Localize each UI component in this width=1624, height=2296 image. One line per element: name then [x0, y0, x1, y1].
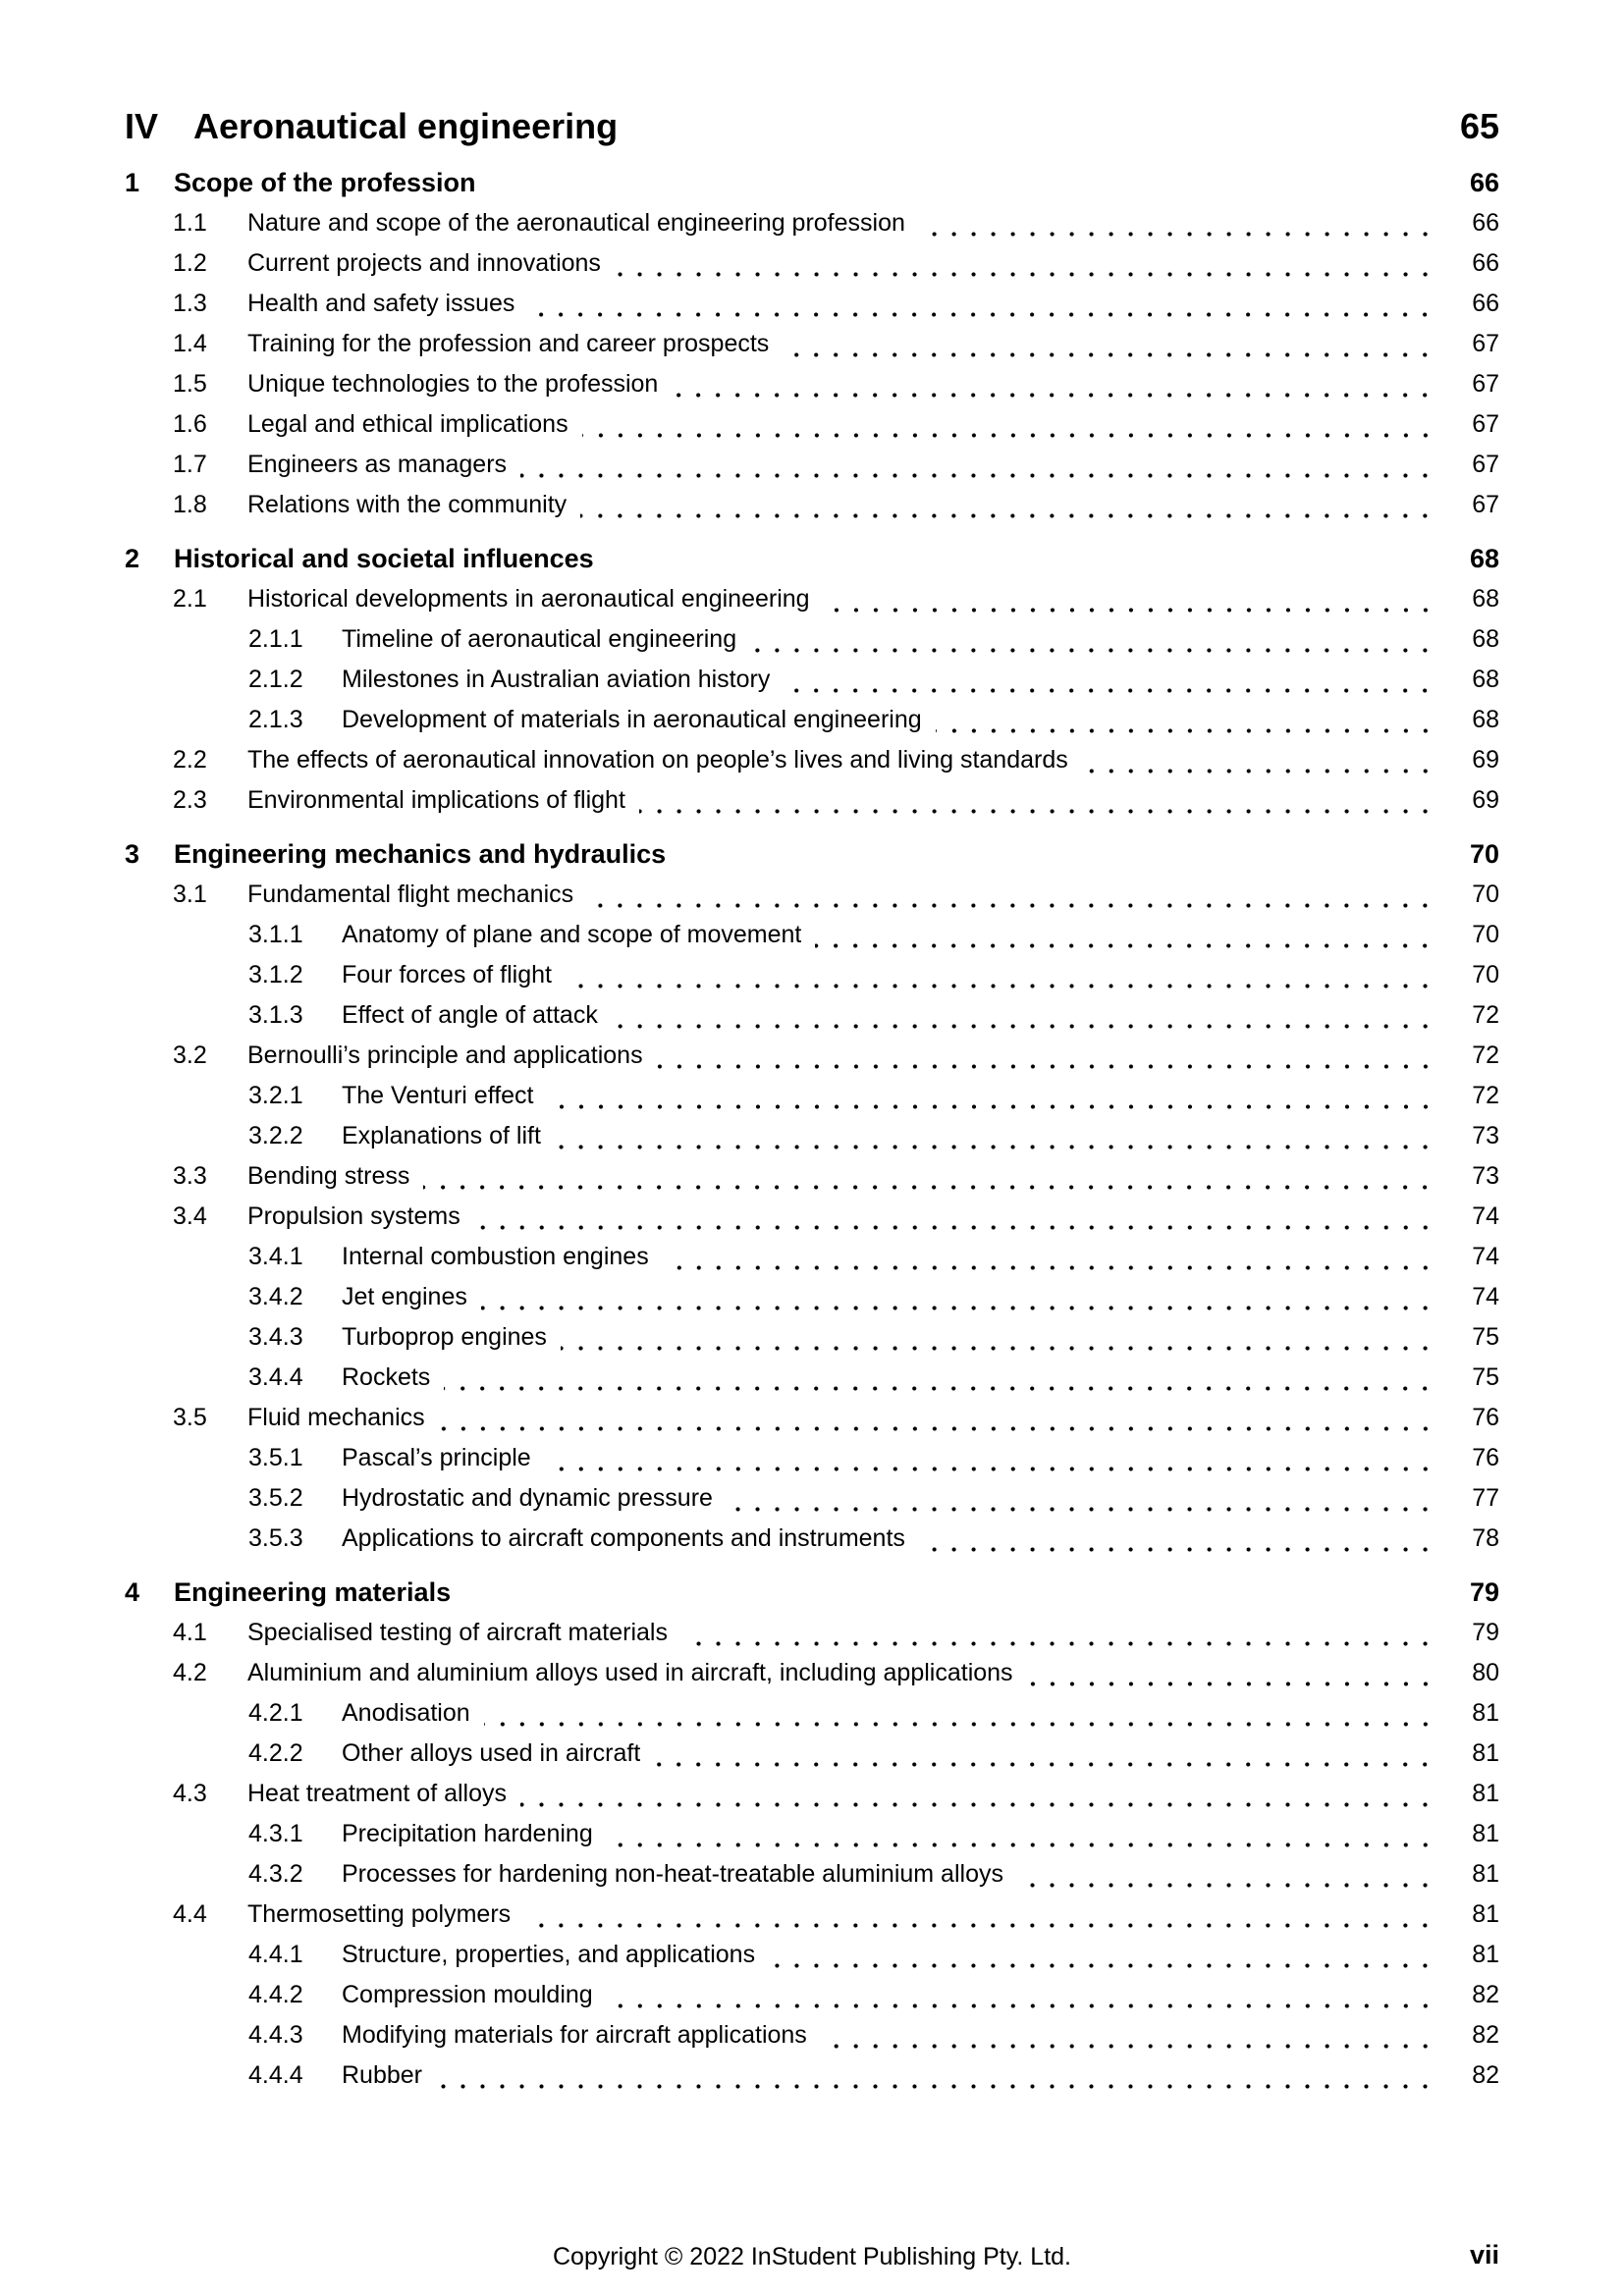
toc-entry-number: 3.1.1: [248, 921, 303, 948]
toc-entry[interactable]: [173, 740, 1499, 780]
toc-entry[interactable]: [173, 243, 1499, 284]
toc-entry-title: Aluminium and aluminium alloys used in aircraft, including applications: [247, 1659, 1013, 1686]
toc-entry-page: 67: [1472, 451, 1499, 478]
toc-entry[interactable]: [248, 1693, 1499, 1734]
toc-entry-number: 4.3.2: [248, 1860, 303, 1888]
toc-entry-page: 73: [1472, 1162, 1499, 1190]
toc-entry-title: Training for the profession and career prospects: [247, 330, 770, 357]
toc-entry-number: 3.1.3: [248, 1001, 303, 1029]
toc-entry[interactable]: [248, 1814, 1499, 1854]
toc-entry-number: 1.1: [173, 209, 207, 237]
toc-entry-page: 69: [1472, 786, 1499, 814]
toc-entry[interactable]: [173, 875, 1499, 915]
part-number: IV: [125, 106, 159, 146]
dot-leader: [436, 2084, 1442, 2089]
toc-entry-page: 81: [1472, 1860, 1499, 1888]
toc-entry-number: 4.3: [173, 1780, 207, 1807]
toc-entry-page: 72: [1472, 1082, 1499, 1109]
toc-entry-number: 4.4.1: [248, 1941, 303, 1968]
toc-entry[interactable]: [173, 1398, 1499, 1438]
dot-leader: [824, 608, 1442, 613]
toc-entry-title: Four forces of flight: [342, 961, 552, 988]
toc-entries: [125, 162, 1499, 2096]
toc-entry-number: 4.2.1: [248, 1699, 303, 1727]
toc-entry[interactable]: [173, 284, 1499, 324]
toc-entry-page: 68: [1472, 625, 1499, 653]
toc-entry-number: 3.5.3: [248, 1524, 303, 1552]
toc-entry[interactable]: [173, 445, 1499, 485]
dot-leader: [679, 863, 1442, 868]
toc-entry-number: 3.2.2: [248, 1122, 303, 1149]
part-title: Aeronautical engineering: [193, 106, 619, 146]
toc-entry-page: 81: [1472, 1820, 1499, 1847]
toc-entry-page: 70: [1472, 881, 1499, 908]
toc-entry-page: 80: [1472, 1659, 1499, 1686]
dot-leader: [639, 809, 1442, 814]
toc-entry-title: Pascal’s principle: [342, 1444, 531, 1471]
dot-leader: [654, 1762, 1442, 1767]
toc-entry-page: 81: [1472, 1739, 1499, 1767]
toc-entry[interactable]: [248, 2015, 1499, 2056]
toc-entry[interactable]: [248, 700, 1499, 740]
toc-entry-title: Current projects and innovations: [247, 249, 601, 277]
toc-entry-page: 79: [1469, 1577, 1499, 1607]
toc-entry-title: Anodisation: [342, 1699, 470, 1727]
toc-entry-number: 4.1: [173, 1619, 207, 1646]
toc-entry-number: 4.4.3: [248, 2021, 303, 2049]
toc-entry-title: Historical and societal influences: [174, 544, 594, 573]
toc-entry-number: 3.4.3: [248, 1323, 303, 1351]
toc-part-heading[interactable]: [125, 104, 1499, 149]
toc-entry-page: 76: [1472, 1404, 1499, 1431]
toc-entry[interactable]: [248, 619, 1499, 660]
dot-leader: [587, 903, 1442, 908]
dot-leader: [481, 1306, 1442, 1310]
toc-entry-page: 82: [1472, 1981, 1499, 2008]
toc-entry-page: 67: [1472, 491, 1499, 518]
dot-leader: [1082, 769, 1442, 774]
toc-entry-page: 74: [1472, 1202, 1499, 1230]
toc-entry-number: 3.1: [173, 881, 207, 908]
toc-entry-page: 81: [1472, 1900, 1499, 1928]
toc-entry-title: Heat treatment of alloys: [247, 1780, 508, 1807]
toc-entry-title: Specialised testing of aircraft materials: [247, 1619, 668, 1646]
toc-entry-title: Unique technologies to the profession: [247, 370, 659, 398]
page-footer: [125, 2240, 1499, 2273]
toc-entry-number: 1.5: [173, 370, 207, 398]
dot-leader: [681, 1641, 1442, 1646]
dot-leader: [750, 648, 1442, 653]
toc-entry-page: 72: [1472, 1041, 1499, 1069]
toc-entry[interactable]: [248, 915, 1499, 955]
dot-leader: [1027, 1682, 1442, 1686]
toc-entry-title: Fluid mechanics: [247, 1404, 425, 1431]
dot-leader: [612, 1024, 1442, 1029]
dot-leader: [580, 513, 1442, 518]
dot-leader: [548, 1104, 1443, 1109]
toc-entry-page: 69: [1472, 746, 1499, 774]
toc-entry-title: Compression moulding: [342, 1981, 593, 2008]
toc-entry-title: Jet engines: [342, 1283, 467, 1310]
toc-entry-title: Relations with the community: [247, 491, 568, 518]
toc-entry-title: Other alloys used in aircraft: [342, 1739, 641, 1767]
dot-leader: [821, 2044, 1442, 2049]
dot-leader: [520, 1802, 1442, 1807]
toc-entry-number: 3.5.1: [248, 1444, 303, 1471]
toc-entry-page: 82: [1472, 2021, 1499, 2049]
toc-entry[interactable]: [173, 404, 1499, 445]
toc-entry-page: 67: [1472, 410, 1499, 438]
toc-entry[interactable]: [248, 660, 1499, 700]
toc-entry[interactable]: [248, 1076, 1499, 1116]
dot-leader: [464, 1601, 1442, 1606]
toc-entry-number: 3.4.2: [248, 1283, 303, 1310]
dot-leader: [1017, 1883, 1442, 1888]
toc-entry-title: Bernoulli’s principle and applications: [247, 1041, 643, 1069]
dot-leader: [582, 433, 1442, 438]
toc-entry-number: 2.1.1: [248, 625, 303, 653]
toc-entry[interactable]: [173, 324, 1499, 364]
toc-entry-title: Development of materials in aeronautical engineering: [342, 706, 922, 733]
toc-entry[interactable]: [248, 1478, 1499, 1519]
copyright-notice: Copyright © 2022 InStudent Publishing Pty. Ltd.: [552, 2243, 1071, 2270]
toc-entry[interactable]: [248, 1277, 1499, 1317]
dot-leader: [727, 1507, 1442, 1512]
toc-entry-number: 2.1: [173, 585, 207, 613]
dot-leader: [555, 1145, 1442, 1149]
toc-entry[interactable]: [173, 1653, 1499, 1693]
toc-entry-title: Internal combustion engines: [342, 1243, 649, 1270]
dot-leader: [783, 352, 1442, 357]
toc-entry[interactable]: [125, 538, 1499, 579]
toc-entry-number: 3.2: [173, 1041, 207, 1069]
toc-entry[interactable]: [248, 1935, 1499, 1975]
toc-entry-page: 66: [1469, 168, 1499, 197]
toc-entry-title: Rockets: [342, 1363, 431, 1391]
dot-leader: [490, 191, 1442, 196]
toc-entry[interactable]: [248, 1317, 1499, 1358]
toc-entry[interactable]: [248, 1975, 1499, 2015]
toc-entry-page: 81: [1472, 1780, 1499, 1807]
toc-entry-page: 78: [1472, 1524, 1499, 1552]
toc-entry-title: Engineering mechanics and hydraulics: [174, 839, 667, 869]
dot-leader: [528, 312, 1442, 317]
toc-entry-page: 75: [1472, 1323, 1499, 1351]
toc-entry[interactable]: [173, 579, 1499, 619]
toc-entry-page: 76: [1472, 1444, 1499, 1471]
dot-leader: [520, 473, 1442, 478]
toc-entry-title: The effects of aeronautical innovation on people’s lives and living standards: [247, 746, 1068, 774]
dot-leader: [524, 1923, 1442, 1928]
toc-entry[interactable]: [173, 1895, 1499, 1935]
toc-entry-title: Thermosetting polymers: [247, 1900, 512, 1928]
leader-spacer: [631, 137, 1442, 142]
toc-entry-number: 1: [125, 168, 140, 197]
toc-entry-title: Health and safety issues: [247, 290, 515, 317]
toc-entry-number: 2.1.2: [248, 666, 303, 693]
toc-entry-page: 81: [1472, 1941, 1499, 1968]
toc-entry-title: Rubber: [342, 2061, 422, 2089]
toc-entry-title: Nature and scope of the aeronautical engineering profession: [247, 209, 905, 237]
toc-entry-number: 1.7: [173, 451, 207, 478]
toc-entry-number: 3.3: [173, 1162, 207, 1190]
toc-entry[interactable]: [173, 1774, 1499, 1814]
toc-entry-title: Historical developments in aeronautical engineering: [247, 585, 810, 613]
dot-leader: [784, 688, 1442, 693]
toc-entry-number: 4.2.2: [248, 1739, 303, 1767]
toc-entry[interactable]: [125, 162, 1499, 203]
toc-entry-number: 4: [125, 1577, 140, 1607]
toc-entry-title: Effect of angle of attack: [342, 1001, 598, 1029]
dot-leader: [423, 1185, 1442, 1190]
toc-entry-number: 2.3: [173, 786, 207, 814]
toc-entry-page: 72: [1472, 1001, 1499, 1029]
toc-entry-title: Fundamental flight mechanics: [247, 881, 574, 908]
dot-leader: [919, 232, 1442, 237]
toc-entry-title: Environmental implications of flight: [247, 786, 625, 814]
toc-entry-number: 2.1.3: [248, 706, 303, 733]
dot-leader: [815, 943, 1442, 948]
dot-leader: [607, 1842, 1442, 1847]
toc-entry-number: 1.4: [173, 330, 207, 357]
toc-entry-page: 70: [1472, 961, 1499, 988]
toc-entry-number: 4.4: [173, 1900, 207, 1928]
toc-entry-page: 67: [1472, 370, 1499, 398]
toc-entry-number: 3.4.4: [248, 1363, 303, 1391]
folio-page-number: vii: [1469, 2240, 1499, 2269]
toc-entry[interactable]: [248, 1438, 1499, 1478]
toc-entry-number: 3.5: [173, 1404, 207, 1431]
toc-entry-page: 66: [1472, 209, 1499, 237]
toc-entry-page: 70: [1472, 921, 1499, 948]
toc-entry-page: 67: [1472, 330, 1499, 357]
toc-entry-title: Modifying materials for aircraft applications: [342, 2021, 807, 2049]
toc-entry-page: 73: [1472, 1122, 1499, 1149]
toc-entry-number: 3: [125, 839, 140, 869]
toc-entry-title: Explanations of lift: [342, 1122, 541, 1149]
toc-entry-page: 70: [1469, 839, 1499, 869]
dot-leader: [444, 1386, 1442, 1391]
toc-entry[interactable]: [125, 1572, 1499, 1613]
toc-entry-number: 2: [125, 544, 140, 573]
toc-entry-page: 66: [1472, 249, 1499, 277]
dot-leader: [657, 1064, 1442, 1069]
toc-entry-number: 4.4.2: [248, 1981, 303, 2008]
toc-entry-number: 3.4: [173, 1202, 207, 1230]
toc-entry-page: 68: [1472, 585, 1499, 613]
toc-entry[interactable]: [248, 995, 1499, 1036]
toc-entry-number: 3.4.1: [248, 1243, 303, 1270]
toc-entry[interactable]: [248, 1519, 1499, 1559]
dot-leader: [545, 1467, 1442, 1471]
toc-entry-title: Scope of the profession: [174, 168, 476, 197]
dot-leader: [607, 2003, 1442, 2008]
dot-leader: [936, 728, 1442, 733]
toc-entry-number: 1.3: [173, 290, 207, 317]
toc-entry-title: Hydrostatic and dynamic pressure: [342, 1484, 713, 1512]
dot-leader: [566, 984, 1442, 988]
toc-entry-title: Turboprop engines: [342, 1323, 547, 1351]
toc-entry[interactable]: [248, 1854, 1499, 1895]
toc-entry-page: 79: [1472, 1619, 1499, 1646]
toc-entry-title: The Venturi effect: [342, 1082, 534, 1109]
toc-entry-page: 68: [1472, 706, 1499, 733]
toc-entry-title: Milestones in Australian aviation history: [342, 666, 771, 693]
toc-entry[interactable]: [248, 1734, 1499, 1774]
toc-entry-page: 74: [1472, 1283, 1499, 1310]
toc-entry[interactable]: [173, 364, 1499, 404]
toc-entry[interactable]: [125, 833, 1499, 875]
dot-leader: [672, 393, 1442, 398]
toc-entry-page: 68: [1469, 544, 1499, 573]
toc-entry[interactable]: [173, 485, 1499, 525]
dot-leader: [663, 1265, 1442, 1270]
toc-entry-number: 1.8: [173, 491, 207, 518]
dot-leader: [474, 1225, 1442, 1230]
dot-leader: [919, 1547, 1442, 1552]
toc-entry-title: Applications to aircraft components and instruments: [342, 1524, 905, 1552]
toc-entry-title: Processes for hardening non-heat-treatable aluminium alloys: [342, 1860, 1003, 1888]
toc-entry[interactable]: [173, 1613, 1499, 1653]
dot-leader: [608, 567, 1442, 572]
toc-entry-page: 82: [1472, 2061, 1499, 2089]
toc-entry[interactable]: [173, 1036, 1499, 1076]
toc-entry-title: Structure, properties, and applications: [342, 1941, 756, 1968]
toc-entry[interactable]: [248, 1237, 1499, 1277]
toc-entry-title: Propulsion systems: [247, 1202, 460, 1230]
toc-entry[interactable]: [173, 1197, 1499, 1237]
dot-leader: [439, 1426, 1442, 1431]
toc-entry-number: 2.2: [173, 746, 207, 774]
toc-entry-page: 77: [1472, 1484, 1499, 1512]
toc-entry-number: 4.2: [173, 1659, 207, 1686]
toc-entry-title: Engineering materials: [174, 1577, 452, 1607]
toc-entry-title: Timeline of aeronautical engineering: [342, 625, 737, 653]
table-of-contents: [125, 104, 1499, 2096]
dot-leader: [769, 1963, 1442, 1968]
toc-entry[interactable]: [173, 780, 1499, 821]
toc-entry-title: Precipitation hardening: [342, 1820, 593, 1847]
toc-entry-page: 75: [1472, 1363, 1499, 1391]
toc-entry-page: 68: [1472, 666, 1499, 693]
toc-entry-title: Legal and ethical implications: [247, 410, 568, 438]
toc-entry-number: 3.2.1: [248, 1082, 303, 1109]
toc-entry-title: Engineers as managers: [247, 451, 508, 478]
toc-entry-number: 3.1.2: [248, 961, 303, 988]
toc-entry-number: 4.3.1: [248, 1820, 303, 1847]
toc-entry[interactable]: [173, 1156, 1499, 1197]
dot-leader: [615, 272, 1442, 277]
toc-entry[interactable]: [248, 955, 1499, 995]
toc-entry-number: 1.2: [173, 249, 207, 277]
toc-entry[interactable]: [173, 203, 1499, 243]
toc-entry-number: 3.5.2: [248, 1484, 303, 1512]
toc-entry-number: 1.6: [173, 410, 207, 438]
toc-entry-page: 66: [1472, 290, 1499, 317]
toc-entry[interactable]: [248, 1116, 1499, 1156]
toc-entry[interactable]: [248, 1358, 1499, 1398]
part-page-number: 65: [1459, 106, 1499, 146]
toc-entry[interactable]: [248, 2056, 1499, 2096]
toc-entry-title: Anatomy of plane and scope of movement: [342, 921, 802, 948]
dot-leader: [484, 1722, 1442, 1727]
toc-entry-title: Bending stress: [247, 1162, 410, 1190]
dot-leader: [561, 1346, 1442, 1351]
toc-entry-number: 4.4.4: [248, 2061, 303, 2089]
toc-entry-page: 81: [1472, 1699, 1499, 1727]
toc-entry-page: 74: [1472, 1243, 1499, 1270]
